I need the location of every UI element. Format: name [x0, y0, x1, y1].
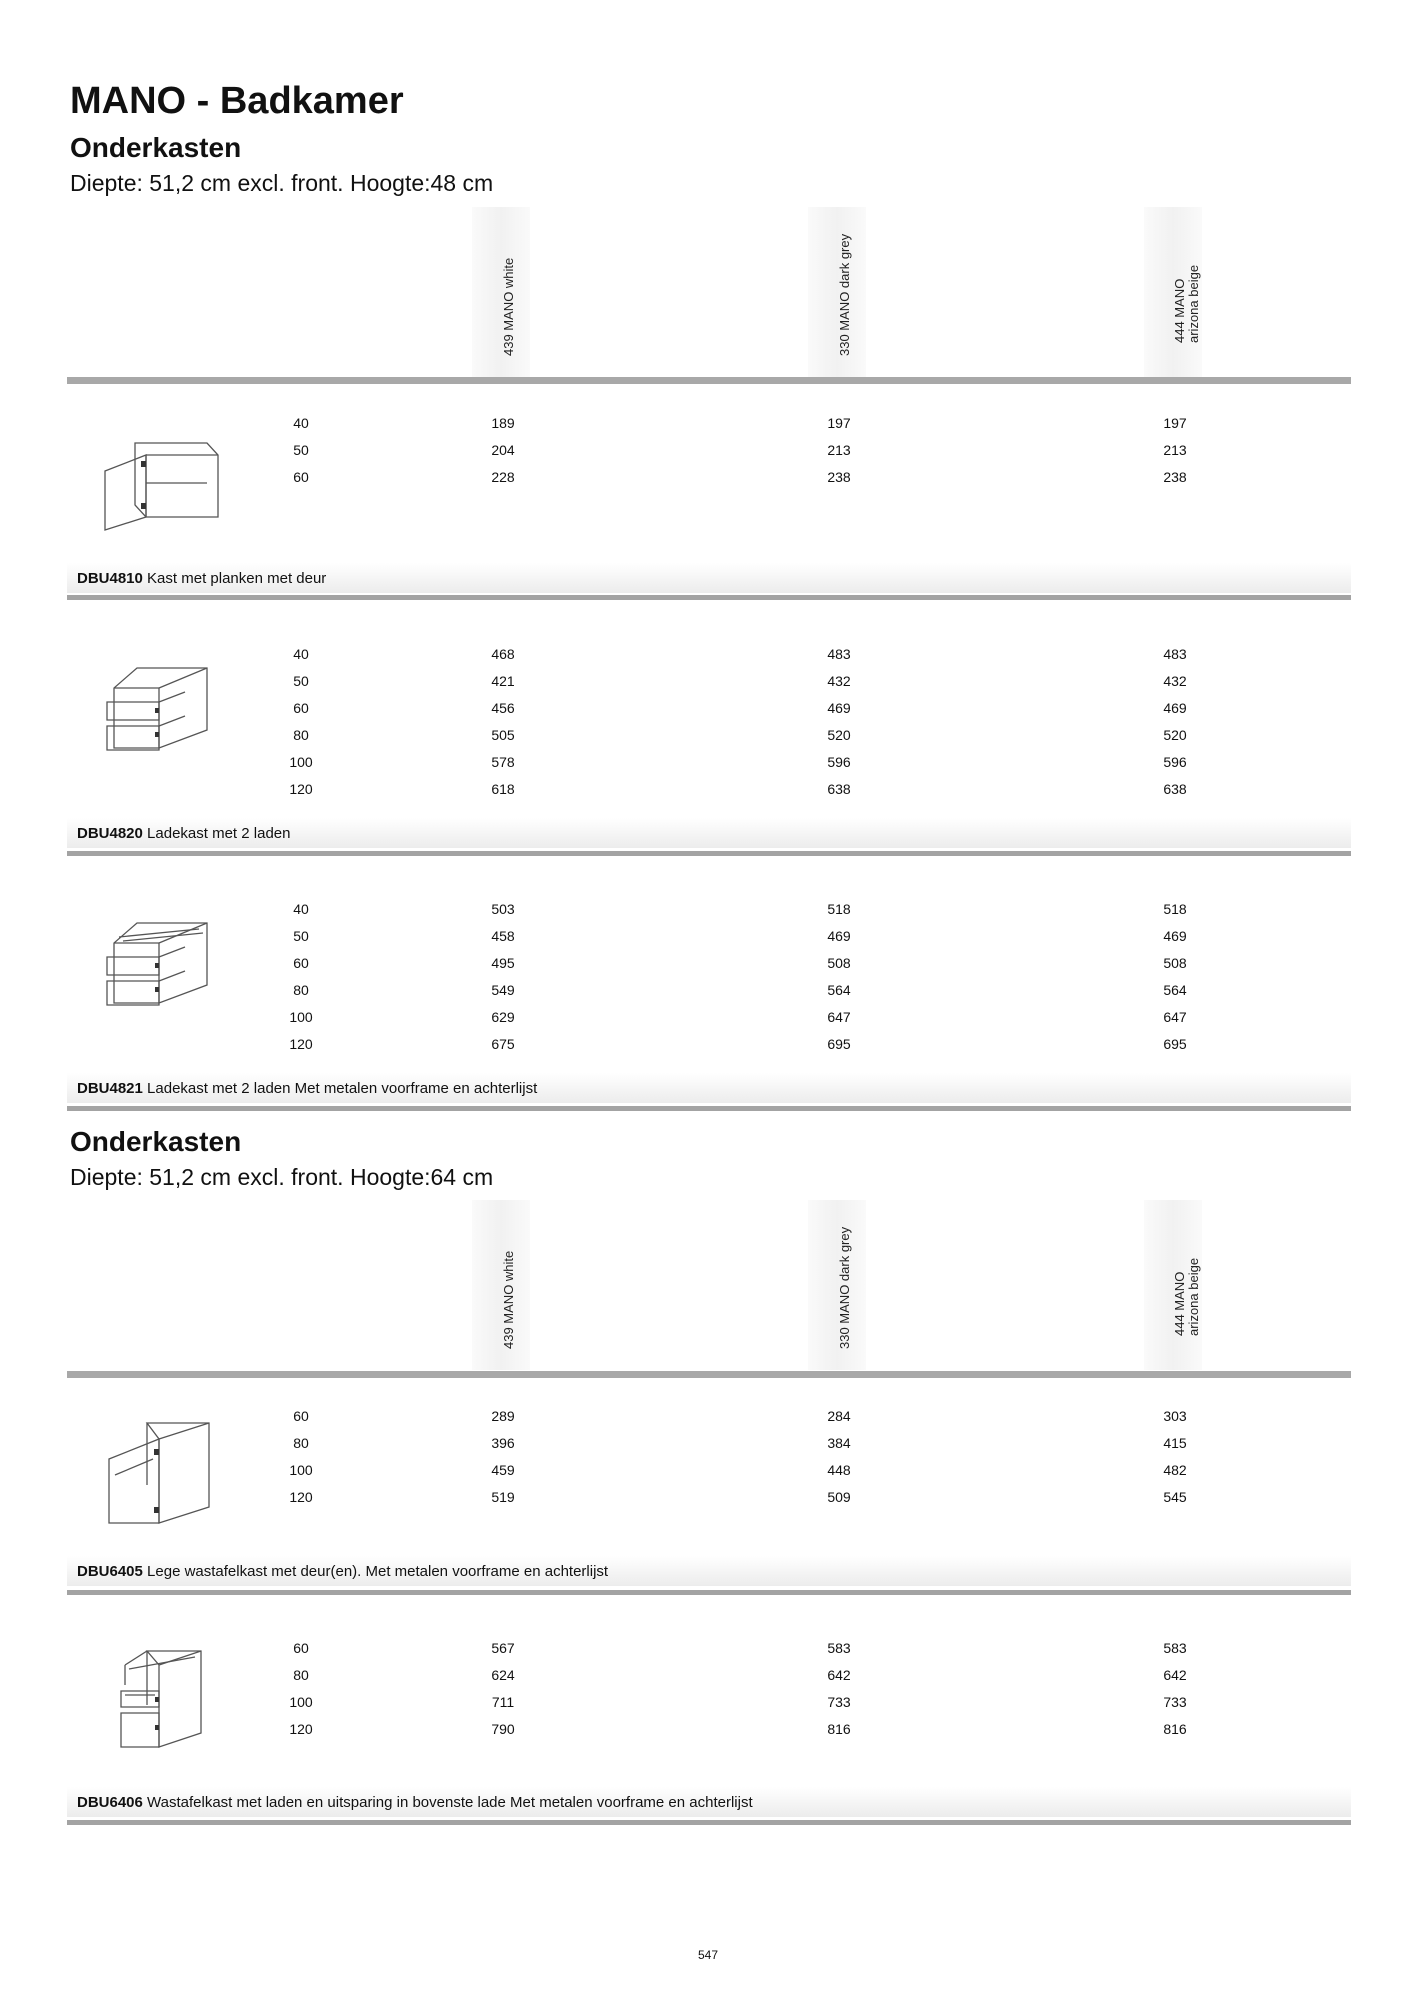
price-cell: 469 [827, 928, 851, 944]
product-code: DBU4821 [77, 1080, 143, 1097]
price-cell: 624 [491, 1667, 515, 1683]
price-cell: 733 [1163, 1694, 1187, 1710]
size-cell: 40 [293, 415, 309, 431]
product-description: Ladekast met 2 laden Met metalen voorframe en achterlijst [147, 1080, 538, 1097]
size-cell: 100 [289, 1009, 313, 1025]
price-cell: 583 [827, 1640, 851, 1656]
size-cell: 100 [289, 1694, 313, 1710]
price-cell: 197 [827, 415, 851, 431]
product-rule [67, 1106, 1351, 1111]
size-cell: 120 [289, 781, 313, 797]
cabinet-two-drawers-icon [95, 660, 230, 770]
size-cell: 40 [293, 901, 309, 917]
size-cell: 60 [293, 1408, 309, 1424]
product-description: Ladekast met 2 laden [147, 825, 291, 842]
cabinet-with-shelves-door-icon [95, 425, 230, 535]
price-cell: 567 [491, 1640, 515, 1656]
product-name-dbu4820 [67, 818, 1351, 848]
price-cell: 421 [491, 673, 515, 689]
price-cell: 508 [1163, 955, 1187, 971]
price-cell: 647 [827, 1009, 851, 1025]
size-cell: 80 [293, 727, 309, 743]
size-cell: 40 [293, 646, 309, 662]
price-cell: 618 [491, 781, 515, 797]
washbasin-cabinet-drawers-icon [95, 1645, 230, 1755]
size-cell: 60 [293, 700, 309, 716]
price-cell: 520 [827, 727, 851, 743]
price-cell: 503 [491, 901, 515, 917]
price-cell: 396 [491, 1435, 515, 1451]
price-cell: 483 [1163, 646, 1187, 662]
size-cell: 80 [293, 1435, 309, 1451]
section-subtitle: Diepte: 51,2 cm excl. front. Hoogte:48 cm [70, 170, 494, 196]
price-cell: 228 [491, 469, 515, 485]
price-cell: 816 [1163, 1721, 1187, 1737]
page-number: 547 [698, 1948, 719, 1962]
size-cell: 50 [293, 673, 309, 689]
section-title: Onderkasten [70, 132, 242, 163]
price-cell: 415 [1163, 1435, 1187, 1451]
column-header-white [472, 207, 530, 377]
price-cell: 197 [1163, 415, 1187, 431]
product-code: DBU4820 [77, 825, 143, 842]
size-cell: 100 [289, 754, 313, 770]
size-cell: 60 [293, 955, 309, 971]
price-cell: 459 [491, 1462, 515, 1478]
price-cell: 238 [827, 469, 851, 485]
price-cell: 564 [827, 982, 851, 998]
size-cell: 60 [293, 1640, 309, 1656]
price-cell: 695 [1163, 1036, 1187, 1052]
price-cell: 456 [491, 700, 515, 716]
price-cell: 189 [491, 415, 515, 431]
size-cell: 100 [289, 1462, 313, 1478]
price-cell: 520 [1163, 727, 1187, 743]
price-cell: 583 [1163, 1640, 1187, 1656]
price-cell: 596 [827, 754, 851, 770]
price-cell: 578 [491, 754, 515, 770]
size-cell: 80 [293, 982, 309, 998]
price-cell: 816 [827, 1721, 851, 1737]
size-cell: 120 [289, 1721, 313, 1737]
price-cell: 733 [827, 1694, 851, 1710]
price-cell: 469 [1163, 928, 1187, 944]
price-cell: 458 [491, 928, 515, 944]
size-cell: 120 [289, 1036, 313, 1052]
price-cell: 642 [827, 1667, 851, 1683]
product-rule [67, 1820, 1351, 1825]
product-name-dbu4821 [67, 1073, 1351, 1103]
product-code: DBU4810 [77, 570, 143, 587]
price-cell: 289 [491, 1408, 515, 1424]
price-cell: 711 [491, 1694, 515, 1710]
price-cell: 213 [1163, 442, 1187, 458]
price-cell: 647 [1163, 1009, 1187, 1025]
price-cell: 519 [491, 1489, 515, 1505]
product-rule [67, 1590, 1351, 1595]
column-header-arizona-beige [1144, 1200, 1202, 1370]
price-cell: 518 [1163, 901, 1187, 917]
product-code: DBU6406 [77, 1794, 143, 1811]
column-header-label: 439 MANO white [501, 257, 516, 356]
price-cell: 495 [491, 955, 515, 971]
price-cell: 790 [491, 1721, 515, 1737]
price-cell: 238 [1163, 469, 1187, 485]
size-cell: 80 [293, 1667, 309, 1683]
price-cell: 468 [491, 646, 515, 662]
price-cell: 638 [1163, 781, 1187, 797]
price-cell: 448 [827, 1462, 851, 1478]
cabinet-two-drawers-frame-icon [95, 915, 230, 1025]
column-header-label: 444 MANO arizona beige [1172, 1257, 1201, 1336]
price-cell: 509 [827, 1489, 851, 1505]
price-cell: 642 [1163, 1667, 1187, 1683]
price-cell: 213 [827, 442, 851, 458]
price-cell: 483 [827, 646, 851, 662]
column-header-label: 330 MANO dark grey [837, 233, 852, 356]
size-cell: 60 [293, 469, 309, 485]
price-cell: 545 [1163, 1489, 1187, 1505]
price-cell: 284 [827, 1408, 851, 1424]
price-cell: 204 [491, 442, 515, 458]
price-cell: 629 [491, 1009, 515, 1025]
price-cell: 596 [1163, 754, 1187, 770]
price-cell: 675 [491, 1036, 515, 1052]
price-cell: 638 [827, 781, 851, 797]
product-rule [67, 595, 1351, 600]
washbasin-cabinet-door-icon [95, 1415, 230, 1525]
column-header-white [472, 1200, 530, 1370]
product-name-dbu4810 [67, 563, 1351, 593]
price-cell: 469 [827, 700, 851, 716]
column-header-label: 444 MANO arizona beige [1172, 264, 1201, 343]
price-cell: 508 [827, 955, 851, 971]
section-subtitle: Diepte: 51,2 cm excl. front. Hoogte:64 cm [70, 1164, 494, 1190]
column-header-arizona-beige [1144, 207, 1202, 377]
size-cell: 50 [293, 442, 309, 458]
header-rule [67, 1371, 1351, 1378]
size-cell: 120 [289, 1489, 313, 1505]
size-cell: 50 [293, 928, 309, 944]
column-header-label: 439 MANO white [501, 1250, 516, 1349]
price-cell: 518 [827, 901, 851, 917]
price-cell: 482 [1163, 1462, 1187, 1478]
product-description: Wastafelkast met laden en uitsparing in bovenste lade Met metalen voorframe en achterlijst [147, 1794, 753, 1811]
product-name-dbu6405 [67, 1556, 1351, 1586]
column-header-dark-grey [808, 1200, 866, 1370]
price-cell: 432 [827, 673, 851, 689]
column-header-dark-grey [808, 207, 866, 377]
section-title: Onderkasten [70, 1126, 242, 1157]
price-cell: 303 [1163, 1408, 1187, 1424]
price-cell: 505 [491, 727, 515, 743]
price-cell: 564 [1163, 982, 1187, 998]
header-rule [67, 377, 1351, 384]
page-title: MANO - Badkamer [70, 80, 404, 122]
price-cell: 432 [1163, 673, 1187, 689]
price-cell: 384 [827, 1435, 851, 1451]
price-cell: 695 [827, 1036, 851, 1052]
product-description: Lege wastafelkast met deur(en). Met metalen voorframe en achterlijst [147, 1563, 609, 1580]
product-name-dbu6406 [67, 1787, 1351, 1817]
product-rule [67, 851, 1351, 856]
product-description: Kast met planken met deur [147, 570, 327, 587]
column-header-label: 330 MANO dark grey [837, 1226, 852, 1349]
product-code: DBU6405 [77, 1563, 143, 1580]
price-cell: 549 [491, 982, 515, 998]
price-cell: 469 [1163, 700, 1187, 716]
